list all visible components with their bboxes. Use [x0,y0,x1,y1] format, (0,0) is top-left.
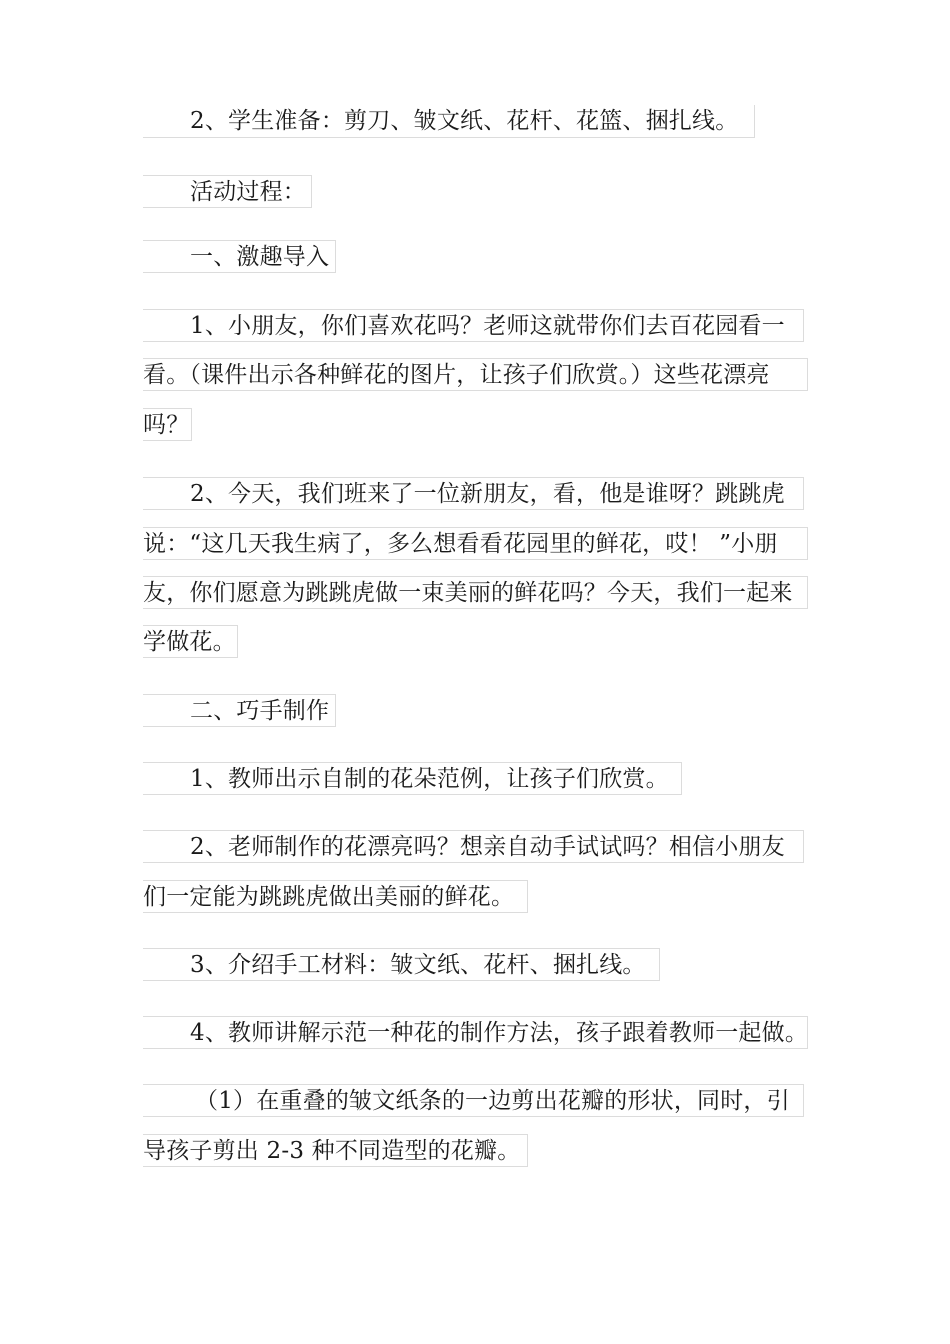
section-heading: 一、激趣导入 [143,240,336,273]
text-line: （1）在重叠的皱文纸条的一边剪出花瓣的形状，同时，引 [143,1084,804,1117]
section-heading: 二、巧手制作 [143,694,336,727]
text-line: 4、教师讲解示范一种花的制作方法，孩子跟着教师一起做。 [143,1016,808,1049]
text-line: 们一定能为跳跳虎做出美丽的鲜花。 [143,880,528,913]
text-line: 学做花。 [143,625,238,658]
text-line: 看。（课件出示各种鲜花的图片，让孩子们欣赏。）这些花漂亮 [143,358,808,391]
text-line: 说：“这几天我生病了，多么想看看花园里的鲜花，哎！ ”小朋 [143,527,808,560]
text-line: 2、学生准备：剪刀、皱文纸、花杆、花篮、捆扎线。 [143,105,755,138]
text-line: 导孩子剪出 2-3 种不同造型的花瓣。 [143,1134,528,1167]
text-line: 活动过程： [143,175,312,208]
text-line: 1、小朋友，你们喜欢花吗？老师这就带你们去百花园看一 [143,309,804,342]
text-line: 友，你们愿意为跳跳虎做一束美丽的鲜花吗？今天，我们一起来 [143,576,808,609]
text-line: 2、老师制作的花漂亮吗？想亲自动手试试吗？相信小朋友 [143,830,804,863]
text-line: 吗？ [143,408,192,441]
text-line: 1、教师出示自制的花朵范例，让孩子们欣赏。 [143,762,682,795]
text-line: 3、介绍手工材料：皱文纸、花杆、捆扎线。 [143,948,660,981]
text-line: 2、今天，我们班来了一位新朋友，看，他是谁呀？跳跳虎 [143,477,804,510]
